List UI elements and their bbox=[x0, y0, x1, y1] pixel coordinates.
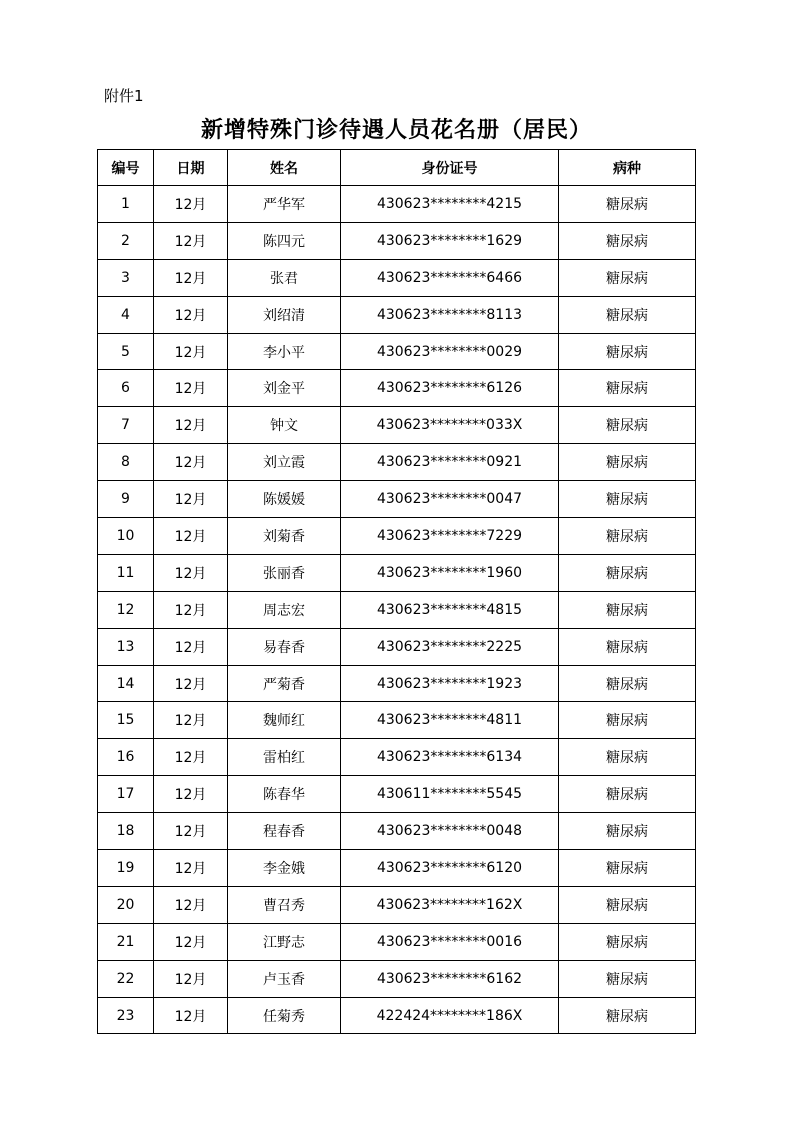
table-row bbox=[98, 186, 696, 223]
table-row bbox=[98, 739, 696, 776]
table-row bbox=[98, 813, 696, 850]
cell-id-number: 430623********033X bbox=[341, 407, 559, 444]
cell-number: 21 bbox=[98, 923, 154, 960]
cell-number: 1 bbox=[98, 186, 154, 223]
cell-disease: 糖尿病 bbox=[559, 444, 696, 481]
cell-disease: 糖尿病 bbox=[559, 407, 696, 444]
cell-number: 7 bbox=[98, 407, 154, 444]
cell-disease: 糖尿病 bbox=[559, 481, 696, 518]
cell-name: 任菊秀 bbox=[228, 997, 341, 1034]
cell-disease: 糖尿病 bbox=[559, 628, 696, 665]
cell-id-number: 430623********4811 bbox=[341, 702, 559, 739]
cell-date: 12月 bbox=[154, 776, 228, 813]
cell-disease: 糖尿病 bbox=[559, 923, 696, 960]
table-row bbox=[98, 702, 696, 739]
cell-number: 6 bbox=[98, 370, 154, 407]
cell-id-number: 430623********2225 bbox=[341, 628, 559, 665]
cell-id-number: 430623********0921 bbox=[341, 444, 559, 481]
page-title: 新增特殊门诊待遇人员花名册（居民） bbox=[200, 117, 592, 143]
cell-id-number: 430623********6120 bbox=[341, 850, 559, 887]
cell-date: 12月 bbox=[154, 591, 228, 628]
cell-date: 12月 bbox=[154, 518, 228, 555]
cell-number: 11 bbox=[98, 554, 154, 591]
table-row bbox=[98, 665, 696, 702]
cell-id-number: 430623********6126 bbox=[341, 370, 559, 407]
cell-disease: 糖尿病 bbox=[559, 850, 696, 887]
cell-disease: 糖尿病 bbox=[559, 591, 696, 628]
cell-date: 12月 bbox=[154, 296, 228, 333]
cell-number: 17 bbox=[98, 776, 154, 813]
cell-name: 曹召秀 bbox=[228, 886, 341, 923]
cell-number: 14 bbox=[98, 665, 154, 702]
cell-id-number: 430623********0029 bbox=[341, 333, 559, 370]
cell-date: 12月 bbox=[154, 370, 228, 407]
cell-id-number: 430623********8113 bbox=[341, 296, 559, 333]
roster-table bbox=[97, 149, 696, 1034]
cell-id-number: 430623********6466 bbox=[341, 259, 559, 296]
table-row bbox=[98, 444, 696, 481]
cell-name: 魏师红 bbox=[228, 702, 341, 739]
cell-date: 12月 bbox=[154, 960, 228, 997]
cell-date: 12月 bbox=[154, 407, 228, 444]
cell-disease: 糖尿病 bbox=[559, 370, 696, 407]
cell-name: 刘金平 bbox=[228, 370, 341, 407]
cell-date: 12月 bbox=[154, 850, 228, 887]
cell-disease: 糖尿病 bbox=[559, 997, 696, 1034]
cell-number: 19 bbox=[98, 850, 154, 887]
table-row bbox=[98, 850, 696, 887]
cell-name: 严菊香 bbox=[228, 665, 341, 702]
cell-disease: 糖尿病 bbox=[559, 960, 696, 997]
header-disease: 病种 bbox=[559, 150, 696, 186]
cell-date: 12月 bbox=[154, 813, 228, 850]
cell-id-number: 422424********186X bbox=[341, 997, 559, 1034]
cell-name: 陈媛媛 bbox=[228, 481, 341, 518]
header-date: 日期 bbox=[154, 150, 228, 186]
cell-date: 12月 bbox=[154, 444, 228, 481]
cell-id-number: 430623********7229 bbox=[341, 518, 559, 555]
cell-name: 刘菊香 bbox=[228, 518, 341, 555]
table-header-row bbox=[98, 150, 696, 186]
cell-disease: 糖尿病 bbox=[559, 296, 696, 333]
cell-disease: 糖尿病 bbox=[559, 886, 696, 923]
cell-date: 12月 bbox=[154, 222, 228, 259]
cell-id-number: 430623********162X bbox=[341, 886, 559, 923]
cell-number: 16 bbox=[98, 739, 154, 776]
cell-name: 李小平 bbox=[228, 333, 341, 370]
cell-date: 12月 bbox=[154, 739, 228, 776]
cell-number: 18 bbox=[98, 813, 154, 850]
cell-name: 张君 bbox=[228, 259, 341, 296]
cell-number: 8 bbox=[98, 444, 154, 481]
cell-name: 刘立霞 bbox=[228, 444, 341, 481]
cell-id-number: 430623********4215 bbox=[341, 186, 559, 223]
cell-id-number: 430623********1923 bbox=[341, 665, 559, 702]
cell-id-number: 430623********6162 bbox=[341, 960, 559, 997]
cell-disease: 糖尿病 bbox=[559, 739, 696, 776]
cell-date: 12月 bbox=[154, 259, 228, 296]
table-row bbox=[98, 628, 696, 665]
cell-disease: 糖尿病 bbox=[559, 813, 696, 850]
cell-id-number: 430623********1960 bbox=[341, 554, 559, 591]
attachment-label: 附件1 bbox=[104, 87, 144, 105]
cell-name: 刘绍清 bbox=[228, 296, 341, 333]
cell-number: 2 bbox=[98, 222, 154, 259]
cell-disease: 糖尿病 bbox=[559, 554, 696, 591]
cell-date: 12月 bbox=[154, 886, 228, 923]
cell-date: 12月 bbox=[154, 923, 228, 960]
cell-id-number: 430623********1629 bbox=[341, 222, 559, 259]
cell-name: 严华军 bbox=[228, 186, 341, 223]
cell-number: 23 bbox=[98, 997, 154, 1034]
cell-id-number: 430623********0048 bbox=[341, 813, 559, 850]
cell-name: 陈春华 bbox=[228, 776, 341, 813]
table-row bbox=[98, 997, 696, 1034]
table-row bbox=[98, 960, 696, 997]
cell-date: 12月 bbox=[154, 997, 228, 1034]
header-number: 编号 bbox=[98, 150, 154, 186]
cell-name: 陈四元 bbox=[228, 222, 341, 259]
cell-disease: 糖尿病 bbox=[559, 665, 696, 702]
cell-number: 12 bbox=[98, 591, 154, 628]
cell-date: 12月 bbox=[154, 333, 228, 370]
header-name: 姓名 bbox=[228, 150, 341, 186]
table-row bbox=[98, 370, 696, 407]
cell-name: 卢玉香 bbox=[228, 960, 341, 997]
cell-disease: 糖尿病 bbox=[559, 333, 696, 370]
table-row bbox=[98, 296, 696, 333]
cell-date: 12月 bbox=[154, 702, 228, 739]
table-row bbox=[98, 776, 696, 813]
cell-number: 3 bbox=[98, 259, 154, 296]
cell-id-number: 430623********4815 bbox=[341, 591, 559, 628]
cell-name: 李金娥 bbox=[228, 850, 341, 887]
cell-id-number: 430623********0047 bbox=[341, 481, 559, 518]
cell-date: 12月 bbox=[154, 628, 228, 665]
table-row bbox=[98, 222, 696, 259]
table-row bbox=[98, 554, 696, 591]
cell-disease: 糖尿病 bbox=[559, 186, 696, 223]
cell-date: 12月 bbox=[154, 665, 228, 702]
header-id-number: 身份证号 bbox=[341, 150, 559, 186]
cell-name: 张丽香 bbox=[228, 554, 341, 591]
cell-name: 程春香 bbox=[228, 813, 341, 850]
cell-number: 10 bbox=[98, 518, 154, 555]
table-row bbox=[98, 886, 696, 923]
cell-number: 5 bbox=[98, 333, 154, 370]
cell-disease: 糖尿病 bbox=[559, 222, 696, 259]
table-row bbox=[98, 481, 696, 518]
cell-date: 12月 bbox=[154, 186, 228, 223]
cell-disease: 糖尿病 bbox=[559, 702, 696, 739]
cell-id-number: 430623********0016 bbox=[341, 923, 559, 960]
cell-number: 15 bbox=[98, 702, 154, 739]
cell-number: 20 bbox=[98, 886, 154, 923]
cell-name: 周志宏 bbox=[228, 591, 341, 628]
cell-number: 13 bbox=[98, 628, 154, 665]
cell-name: 雷柏红 bbox=[228, 739, 341, 776]
table-row bbox=[98, 259, 696, 296]
cell-id-number: 430611********5545 bbox=[341, 776, 559, 813]
cell-number: 22 bbox=[98, 960, 154, 997]
table-row bbox=[98, 591, 696, 628]
table-row bbox=[98, 407, 696, 444]
cell-id-number: 430623********6134 bbox=[341, 739, 559, 776]
cell-number: 9 bbox=[98, 481, 154, 518]
cell-name: 易春香 bbox=[228, 628, 341, 665]
cell-disease: 糖尿病 bbox=[559, 259, 696, 296]
cell-name: 钟文 bbox=[228, 407, 341, 444]
cell-name: 江野志 bbox=[228, 923, 341, 960]
cell-date: 12月 bbox=[154, 481, 228, 518]
cell-disease: 糖尿病 bbox=[559, 776, 696, 813]
table-row bbox=[98, 518, 696, 555]
table-row bbox=[98, 923, 696, 960]
cell-number: 4 bbox=[98, 296, 154, 333]
cell-disease: 糖尿病 bbox=[559, 518, 696, 555]
table-body bbox=[98, 186, 696, 1034]
cell-date: 12月 bbox=[154, 554, 228, 591]
table-row bbox=[98, 333, 696, 370]
